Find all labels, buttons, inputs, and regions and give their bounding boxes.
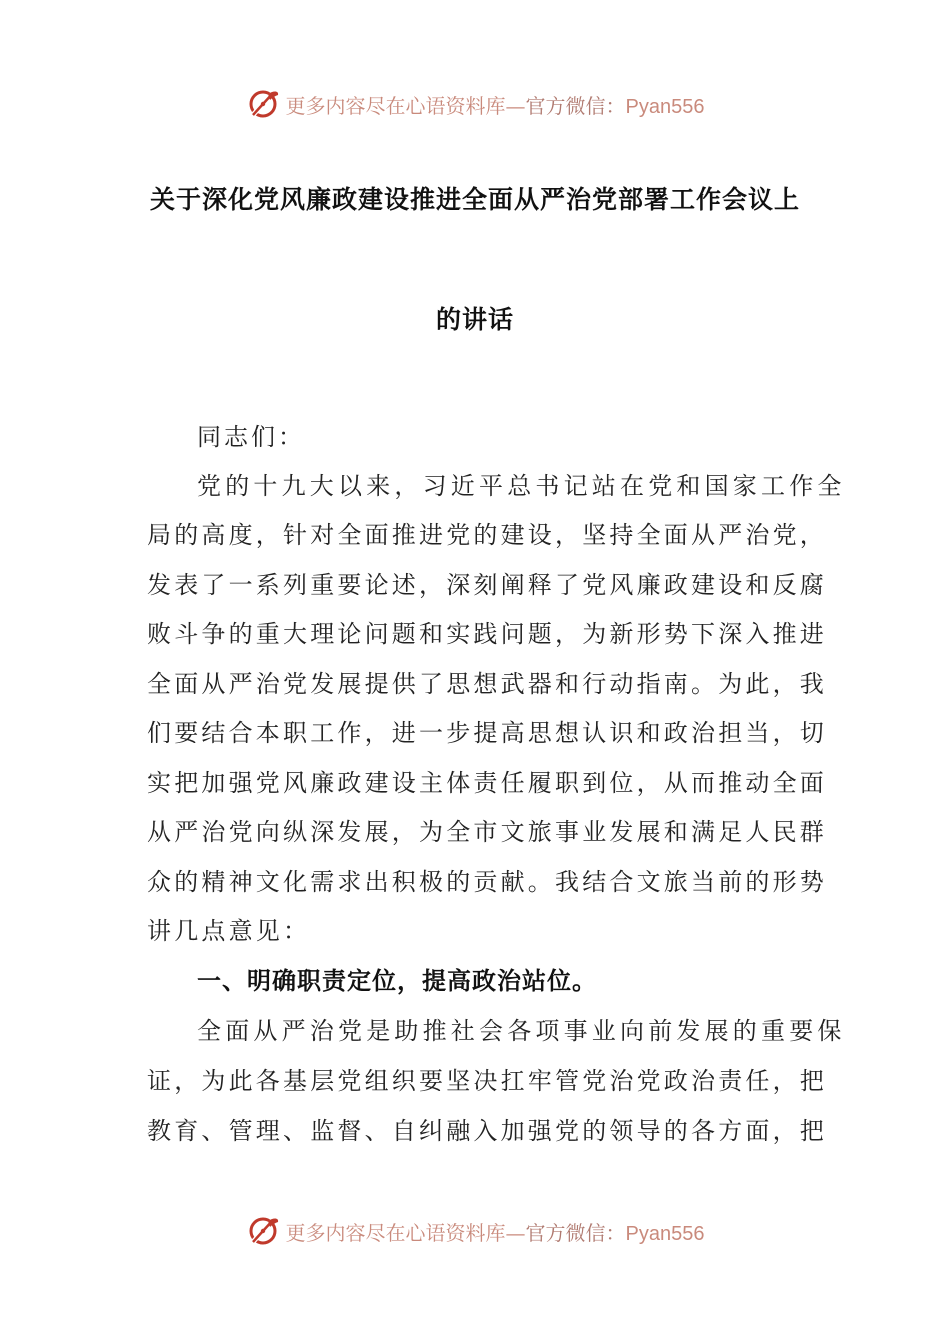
paragraph-line: 证，为此各基层党组织要坚决扛牢管党治党政治责任，把 <box>147 1067 827 1095</box>
watermark-wechat-label: 官方微信： <box>525 93 626 118</box>
watermark-dash: — <box>505 93 526 118</box>
paragraph-line: 发表了一系列重要论述，深刻阐释了党风廉政建设和反腐 <box>147 571 827 599</box>
salutation: 同志们： <box>197 423 305 451</box>
paragraph-line: 局的高度，针对全面推进党的建设，坚持全面从严治党， <box>147 521 827 549</box>
watermark-site-name: 更多内容尽在心语资料库 <box>285 93 506 118</box>
document-title-line-2: 的讲话 <box>435 305 514 334</box>
footer-watermark-banner <box>0 1211 950 1251</box>
paragraph-line: 众的精神文化需求出积极的贡献。我结合文旅当前的形势 <box>147 868 827 896</box>
paragraph-line: 讲几点意见： <box>147 917 311 945</box>
watermark-site-name: 更多内容尽在心语资料库 <box>285 1220 506 1245</box>
document-title-line-1: 关于深化党风廉政建设推进全面从严治党部署工作会议上 <box>149 185 800 214</box>
paragraph-line: 全面从严治党是助推社会各项事业向前发展的重要保 <box>197 1017 846 1045</box>
watermark-text <box>286 1217 705 1246</box>
quill-pen-logo-icon <box>246 86 282 122</box>
quill-pen-logo-icon <box>246 1213 282 1249</box>
watermark-text <box>286 90 705 119</box>
watermark-wechat-id: Pyan556 <box>625 95 705 118</box>
watermark-wechat-id: Pyan556 <box>625 1222 705 1245</box>
paragraph-line: 全面从严治党发展提供了思想武器和行动指南。为此，我 <box>147 670 827 698</box>
section-heading-1: 一、明确职责定位，提高政治站位。 <box>197 966 597 995</box>
paragraph-line: 们要结合本职工作，进一步提高思想认识和政治担当，切 <box>147 719 827 747</box>
paragraph-line: 教育、管理、监督、自纠融入加强党的领导的各方面，把 <box>147 1117 827 1145</box>
watermark-dash: — <box>505 1220 526 1245</box>
paragraph-line: 党的十九大以来，习近平总书记站在党和国家工作全 <box>197 472 846 500</box>
header-watermark-banner <box>0 84 950 124</box>
paragraph-line: 败斗争的重大理论问题和实践问题，为新形势下深入推进 <box>147 620 827 648</box>
watermark-wechat-label: 官方微信： <box>525 1220 626 1245</box>
paragraph-line: 实把加强党风廉政建设主体责任履职到位，从而推动全面 <box>147 769 827 797</box>
paragraph-line: 从严治党向纵深发展，为全市文旅事业发展和满足人民群 <box>147 818 827 846</box>
